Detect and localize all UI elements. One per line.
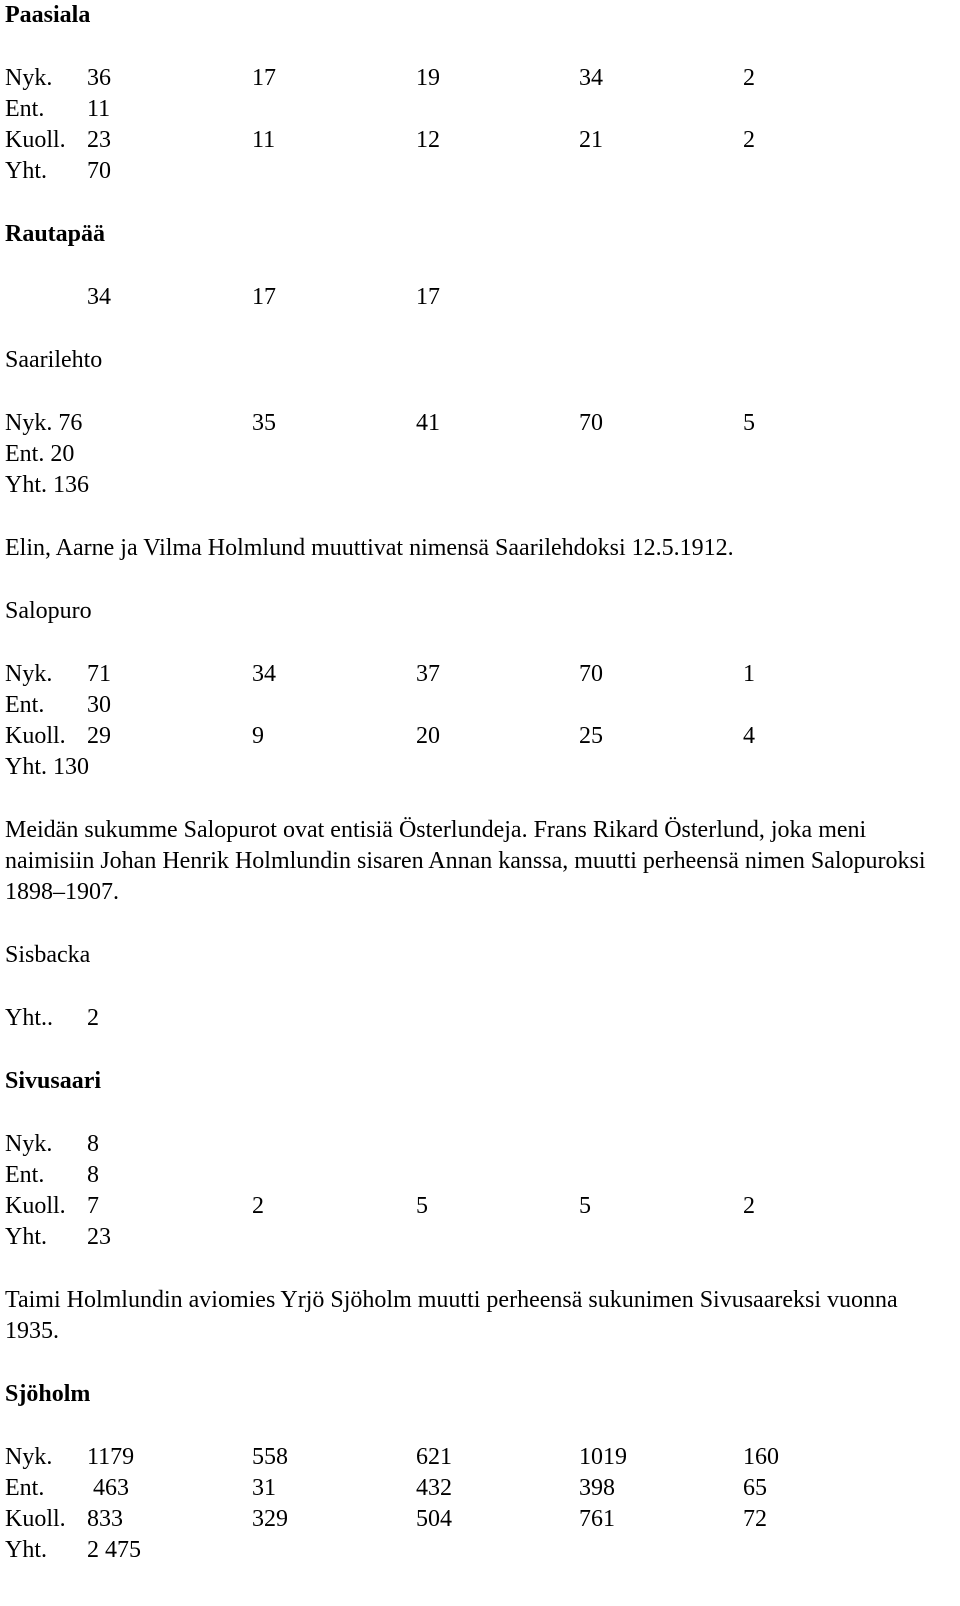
table-row <box>5 470 955 501</box>
cell: 35 <box>252 410 276 436</box>
cell: 37 <box>416 661 440 687</box>
row-label: Ent. 20 <box>5 441 75 467</box>
cell: 2 475 <box>87 1537 141 1563</box>
table-row <box>5 1473 955 1504</box>
table-row <box>5 1160 955 1191</box>
cell: 1019 <box>579 1444 627 1470</box>
cell: 65 <box>743 1475 767 1501</box>
cell: 34 <box>87 284 111 310</box>
table-row <box>5 439 955 470</box>
row-label: Kuoll. <box>5 127 66 153</box>
row-label: Yht. <box>5 1537 47 1563</box>
row-label: Yht. <box>5 158 47 184</box>
cell: 329 <box>252 1506 288 1532</box>
cell: 463 <box>87 1475 129 1501</box>
row-label: Ent. <box>5 96 45 122</box>
cell: 160 <box>743 1444 779 1470</box>
table-row <box>5 1442 955 1473</box>
cell: 12 <box>416 127 440 153</box>
row-label: Nyk. 76 <box>5 410 83 436</box>
cell: 2 <box>743 65 755 91</box>
cell: 4 <box>743 723 755 749</box>
cell: 2 <box>743 1193 755 1219</box>
cell: 2 <box>743 127 755 153</box>
cell: 7 <box>87 1193 99 1219</box>
table-row <box>5 125 955 156</box>
table-row <box>5 1129 955 1160</box>
cell: 34 <box>579 65 603 91</box>
cell: 34 <box>252 661 276 687</box>
table-row <box>5 752 955 783</box>
cell: 2 <box>252 1193 264 1219</box>
cell: 621 <box>416 1444 452 1470</box>
cell: 70 <box>579 661 603 687</box>
cell: 30 <box>87 692 111 718</box>
cell: 71 <box>87 661 111 687</box>
table-row <box>5 721 955 752</box>
cell: 11 <box>252 127 276 153</box>
cell: 36 <box>87 65 111 91</box>
cell: 41 <box>416 410 440 436</box>
cell: 23 <box>87 127 111 153</box>
cell: 20 <box>416 723 440 749</box>
row-label: Ent. <box>5 1162 45 1188</box>
row-label: Kuoll. <box>5 723 66 749</box>
cell: 29 <box>87 723 111 749</box>
cell: 5 <box>416 1193 428 1219</box>
table-row <box>5 282 955 313</box>
cell: 504 <box>416 1506 452 1532</box>
cell: 833 <box>87 1506 123 1532</box>
table-row <box>5 1535 955 1566</box>
cell: 1 <box>743 661 755 687</box>
cell: 70 <box>87 158 111 184</box>
cell: 761 <box>579 1506 615 1532</box>
row-label: Kuoll. <box>5 1506 66 1532</box>
table-row <box>5 63 955 94</box>
cell: 11 <box>87 96 111 122</box>
cell: 398 <box>579 1475 615 1501</box>
cell: 72 <box>743 1506 767 1532</box>
cell: 9 <box>252 723 264 749</box>
cell: 70 <box>579 410 603 436</box>
row-label: Kuoll. <box>5 1193 66 1219</box>
row-label: Yht. <box>5 1224 47 1250</box>
table-row <box>5 1191 955 1222</box>
cell: 5 <box>579 1193 591 1219</box>
cell: 25 <box>579 723 603 749</box>
cell: 31 <box>252 1475 276 1501</box>
cell: 1179 <box>87 1444 135 1470</box>
section-title-sisbacka: Sisbacka <box>5 942 91 968</box>
note-paragraph: Taimi Holmlundin aviomies Yrjö Sjöholm muutti perheensä sukunimen Sivusaareksi vuonna 1935. <box>5 1287 898 1344</box>
row-label: Nyk. <box>5 661 53 687</box>
table-row <box>5 1504 955 1535</box>
cell: 432 <box>416 1475 452 1501</box>
section-title-saarilehto: Saarilehto <box>5 347 103 373</box>
table-row <box>5 1003 955 1034</box>
cell: 17 <box>252 284 276 310</box>
row-label: Yht. 136 <box>5 472 89 498</box>
note-paragraph: Meidän sukumme Salopurot ovat entisiä Österlundeja. Frans Rikard Österlund, joka meni naimisiin Johan Henrik Holmlundin sisaren Annan kanssa, muutti perheensä nimen Salopuroksi 1898–1907. <box>5 817 926 905</box>
section-title-sivusaari: Sivusaari <box>5 1068 102 1094</box>
cell: 8 <box>87 1162 99 1188</box>
cell: 5 <box>743 410 755 436</box>
table-row <box>5 659 955 690</box>
table-row <box>5 690 955 721</box>
section-title-salopuro: Salopuro <box>5 598 92 624</box>
cell: 21 <box>579 127 603 153</box>
cell: 558 <box>252 1444 288 1470</box>
row-label: Nyk. <box>5 65 53 91</box>
cell: 17 <box>416 284 440 310</box>
section-title-rautapaa: Rautapää <box>5 221 106 247</box>
table-row <box>5 408 955 439</box>
row-label: Yht.. <box>5 1005 53 1031</box>
row-label: Ent. <box>5 692 45 718</box>
section-title-paasiala: Paasiala <box>5 2 91 28</box>
note-paragraph: Elin, Aarne ja Vilma Holmlund muuttivat nimensä Saarilehdoksi 12.5.1912. <box>5 535 734 561</box>
table-row <box>5 94 955 125</box>
section-title-sjoholm: Sjöholm <box>5 1381 91 1407</box>
cell: 19 <box>416 65 440 91</box>
document-page <box>5 0 955 1566</box>
cell: 8 <box>87 1131 99 1157</box>
row-label: Nyk. <box>5 1131 53 1157</box>
table-row <box>5 156 955 187</box>
cell: 2 <box>87 1005 99 1031</box>
row-label: Yht. 130 <box>5 754 89 780</box>
cell: 17 <box>252 65 276 91</box>
row-label: Ent. <box>5 1475 45 1501</box>
cell: 23 <box>87 1224 111 1250</box>
row-label: Nyk. <box>5 1444 53 1470</box>
table-row <box>5 1222 955 1253</box>
